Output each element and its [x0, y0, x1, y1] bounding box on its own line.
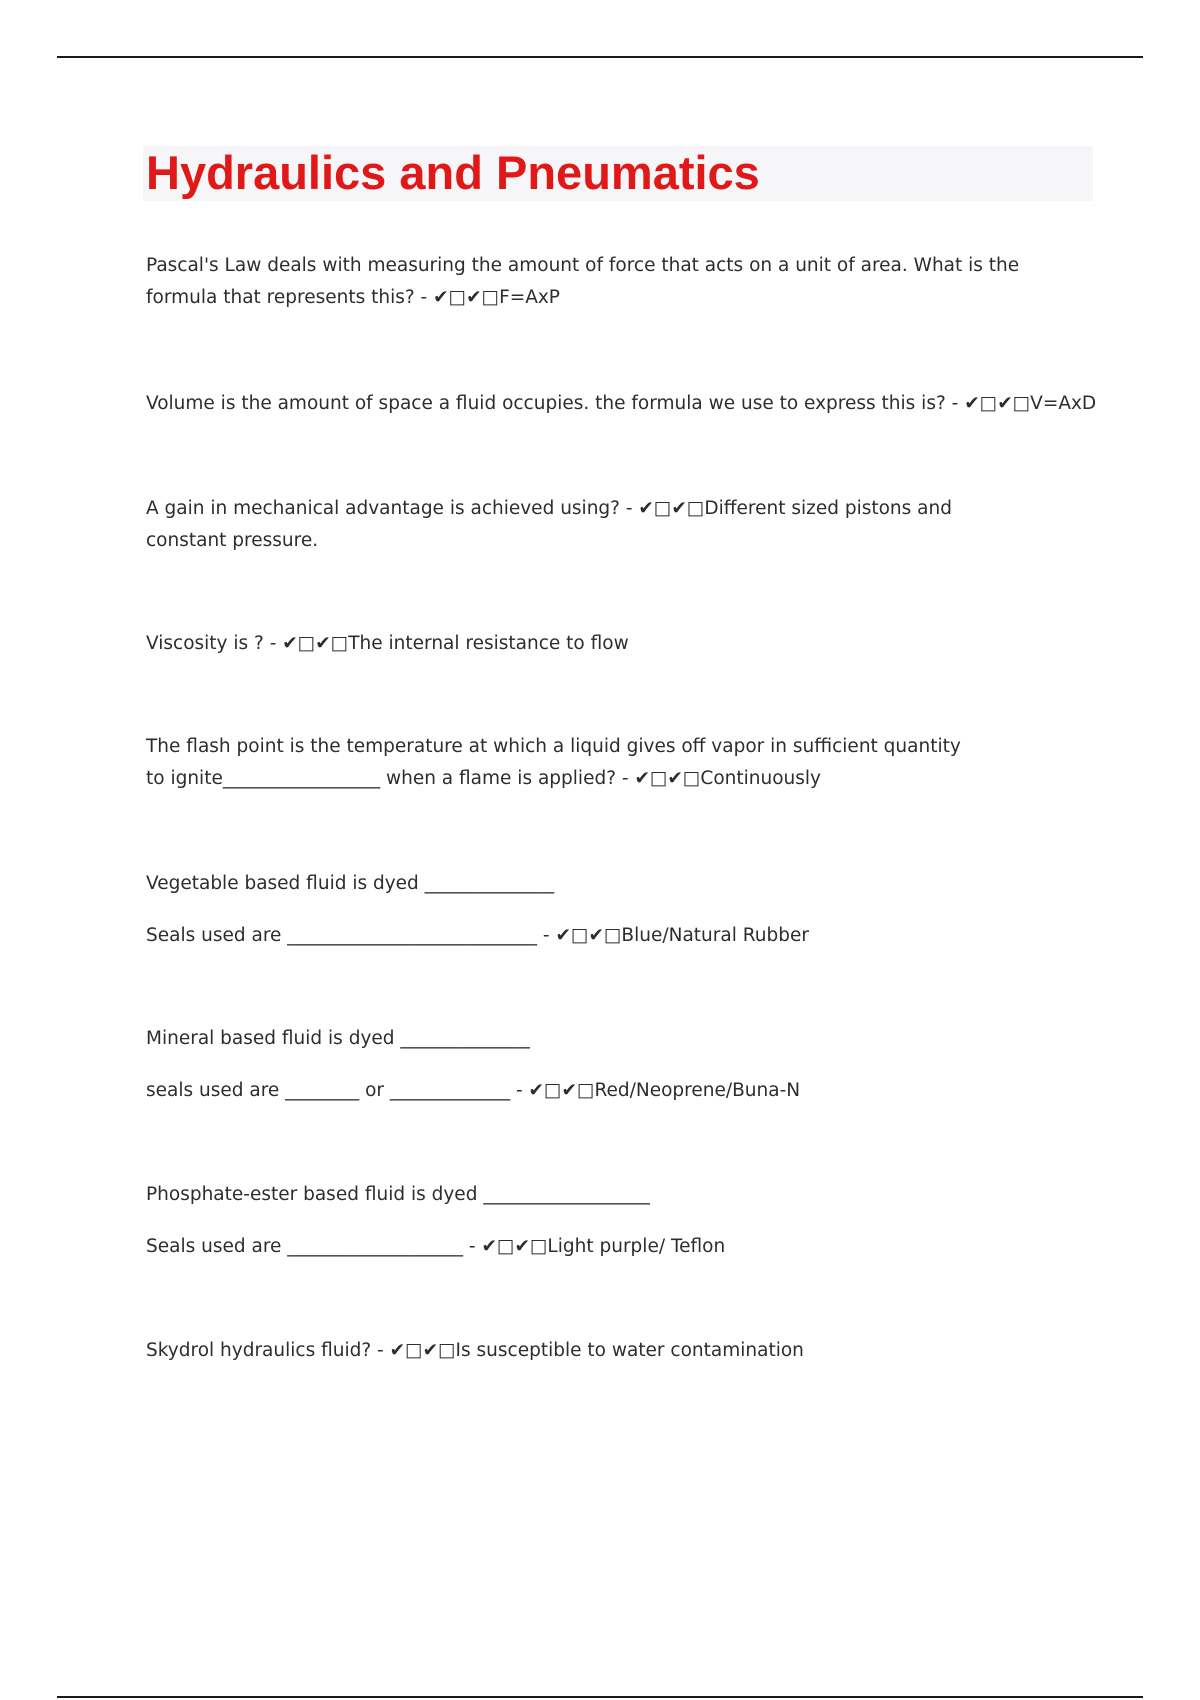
qa-item-skydrol	[146, 1335, 1086, 1367]
qa-answer-line: seals used are ________ or _____________ - ✔□✔□Red/Neoprene/Buna-N	[146, 1080, 801, 1101]
qa-question-line: Phosphate-ester based fluid is dyed __________________	[146, 1184, 650, 1205]
qa-item-mechanical-advantage	[146, 493, 1036, 557]
qa-item-pascals-law	[146, 250, 1076, 314]
qa-answer-line: Seals used are ___________________________ - ✔□✔□Blue/Natural Rubber	[146, 925, 809, 946]
qa-answer-line: Seals used are ___________________ - ✔□✔□Light purple/ Teflon	[146, 1236, 726, 1257]
qa-item-viscosity	[146, 628, 1086, 660]
qa-text: A gain in mechanical advantage is achieved using? - ✔□✔□Different sized pistons and constant pressure.	[146, 498, 952, 551]
qa-item-phosphate-ester-fluid	[146, 1179, 1086, 1263]
top-divider	[57, 56, 1143, 58]
qa-item-mineral-fluid	[146, 1023, 1086, 1107]
qa-text: Viscosity is ? - ✔□✔□The internal resistance to flow	[146, 633, 629, 654]
bottom-divider	[57, 1696, 1143, 1698]
qa-item-volume	[146, 388, 1097, 420]
qa-question-line: Mineral based fluid is dyed ______________	[146, 1028, 530, 1049]
qa-text: Volume is the amount of space a fluid occupies. the formula we use to express this is? - ✔□✔□V=AxD	[146, 393, 1097, 414]
page-title: Hydraulics and Pneumatics	[146, 146, 760, 199]
qa-text: Skydrol hydraulics fluid? - ✔□✔□Is susceptible to water contamination	[146, 1340, 804, 1361]
qa-item-vegetable-fluid	[146, 868, 1086, 952]
qa-text: The flash point is the temperature at which a liquid gives off vapor in sufficient quantity to ignite_________________ when a flame is applied? - ✔□✔□Continuously	[146, 736, 961, 789]
qa-text: Pascal's Law deals with measuring the amount of force that acts on a unit of area. What is the formula that represents this? - ✔□✔□F=AxP	[146, 255, 1020, 308]
qa-question-line: Vegetable based fluid is dyed ______________	[146, 873, 555, 894]
qa-item-flash-point	[146, 731, 976, 795]
